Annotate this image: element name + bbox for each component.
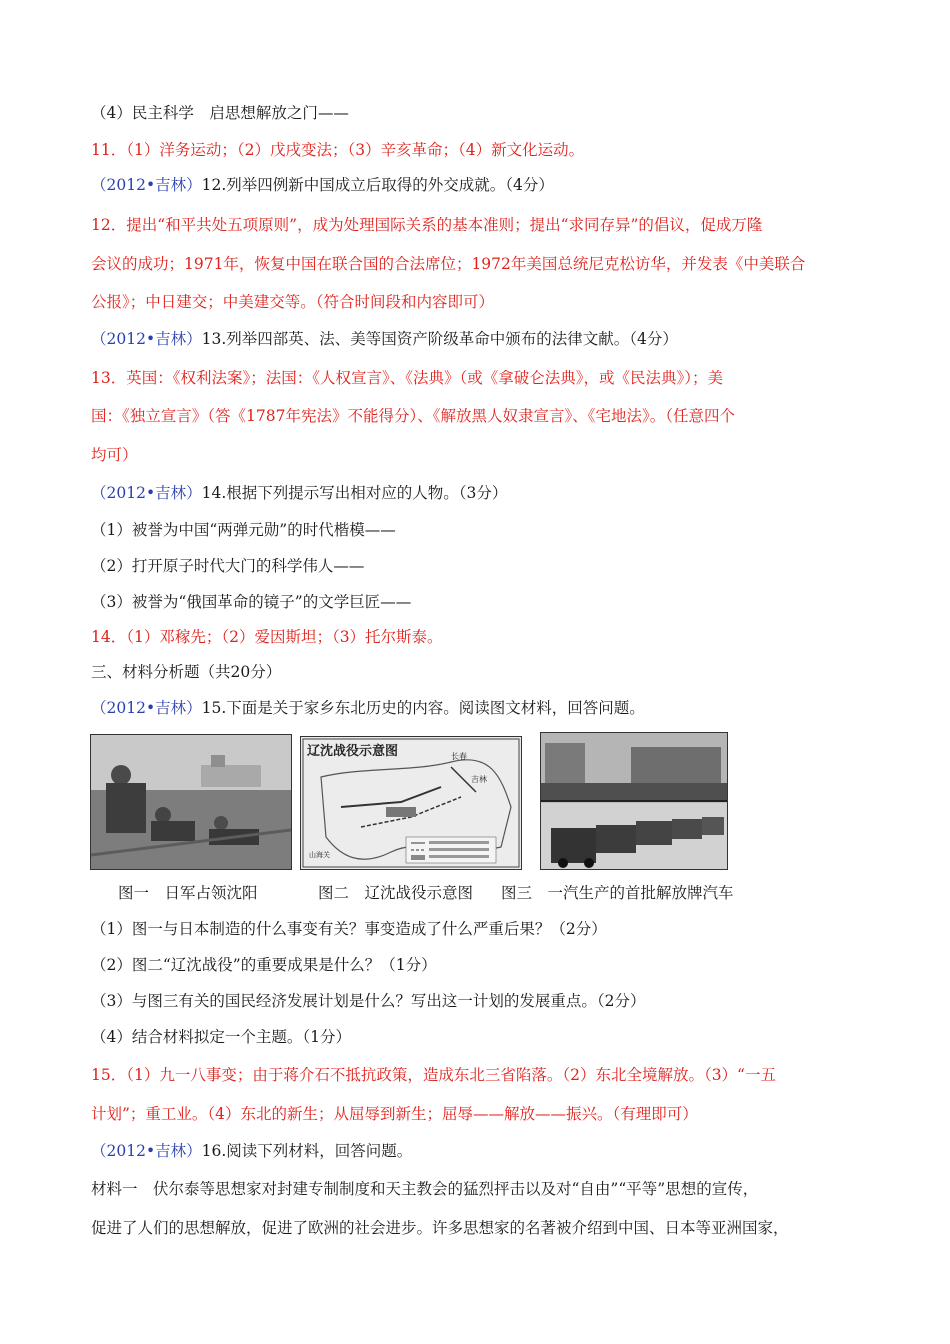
question-text: 16.阅读下列材料，回答问题。 [201, 1142, 413, 1160]
answer-line: 14．（1）邓稼先；（2）爱因斯坦；（3）托尔斯泰。 [91, 628, 443, 646]
source-tag: （2012•吉林） [91, 176, 202, 194]
section-heading: 三、材料分析题（共20分） [91, 663, 282, 681]
map-label: 山海关 [309, 852, 330, 859]
figure-caption: 图三 一汽生产的首批解放牌汽车 [501, 884, 734, 902]
figure-caption: 图一 日军占领沈阳 [118, 884, 258, 902]
text-line: （1）图一与日本制造的什么事变有关？事变造成了什么严重后果？（2分） [91, 920, 607, 938]
text-line: （4）民主科学 启思想解放之门—— [91, 104, 349, 122]
text-line: （4）结合材料拟定一个主题。（1分） [91, 1028, 351, 1046]
map-label: 吉林 [471, 775, 487, 784]
question-line [91, 697, 645, 719]
answer-line: 11．（1）洋务运动；（2）戊戌变法；（3）辛亥革命；（4）新文化运动。 [91, 141, 585, 159]
question-line [91, 328, 678, 350]
answer-line: 计划”；重工业。（4）东北的新生；从屈辱到新生；屈辱——解放——振兴。（有理即可） [91, 1105, 698, 1123]
source-tag: （2012•吉林） [91, 699, 202, 717]
answer-line: 13．英国：《权利法案》；法国：《人权宣言》、《法典》（或《拿破仑法典》，或《民法典》）；美 [91, 369, 723, 387]
map-label: 长春 [451, 752, 467, 761]
figure-1-photo [90, 734, 292, 870]
figure-caption: 图二 辽沈战役示意图 [318, 884, 474, 902]
text-line: （2）图二“辽沈战役”的重要成果是什么？（1分） [91, 956, 437, 974]
source-tag: （2012•吉林） [91, 330, 202, 348]
question-text: 14.根据下列提示写出相对应的人物。（3分） [201, 484, 508, 502]
question-line [91, 174, 554, 196]
figure-2-map [300, 736, 522, 870]
text-line: （1）被誉为中国“两弹元勋”的时代楷模—— [91, 521, 396, 539]
question-text: 13.列举四部英、法、美等国资产阶级革命中颁布的法律文献。（4分） [201, 330, 678, 348]
answer-line: 会议的成功；1971年，恢复中国在联合国的合法席位；1972年美国总统尼克松访华，并发表《中美联合 [91, 255, 806, 273]
source-tag: （2012•吉林） [91, 484, 202, 502]
question-text: 15.下面是关于家乡东北历史的内容。阅读图文材料，回答问题。 [201, 699, 645, 717]
material-line: 材料一 伏尔泰等思想家对封建专制制度和天主教会的猛烈抨击以及对“自由”“平等”思想的宣传， [91, 1180, 759, 1198]
figure-3-photo [540, 732, 728, 870]
question-text: 12.列举四例新中国成立后取得的外交成就。（4分） [201, 176, 554, 194]
question-line [91, 1140, 412, 1162]
question-line [91, 482, 507, 504]
answer-line: 国：《独立宣言》（答《1787年宪法》不能得分）、《解放黑人奴隶宣言》、《宅地法》。（任意四个 [91, 407, 735, 425]
source-tag: （2012•吉林） [91, 1142, 202, 1160]
answer-line: 12．提出“和平共处五项原则”，成为处理国际关系的基本准则；提出“求同存异”的倡议，促成万隆 [91, 216, 763, 234]
answer-line: 15．（1）九一八事变；由于蒋介石不抵抗政策，造成东北三省陷落。（2）东北全境解放。（3）“一五 [91, 1066, 776, 1084]
material-line: 促进了人们的思想解放，促进了欧洲的社会进步。许多思想家的名著被介绍到中国、日本等亚洲国家， [91, 1219, 789, 1237]
answer-line: 均可） [91, 446, 138, 464]
answer-line: 公报》；中日建交；中美建交等。（符合时间段和内容即可） [91, 293, 495, 311]
text-line: （3）被誉为“俄国革命的镜子”的文学巨匠—— [91, 593, 412, 611]
text-line: （3）与图三有关的国民经济发展计划是什么？写出这一计划的发展重点。（2分） [91, 992, 646, 1010]
map-title: 辽沈战役示意图 [307, 743, 399, 758]
figure-row [90, 732, 730, 868]
text-line: （2）打开原子时代大门的科学伟人—— [91, 557, 365, 575]
